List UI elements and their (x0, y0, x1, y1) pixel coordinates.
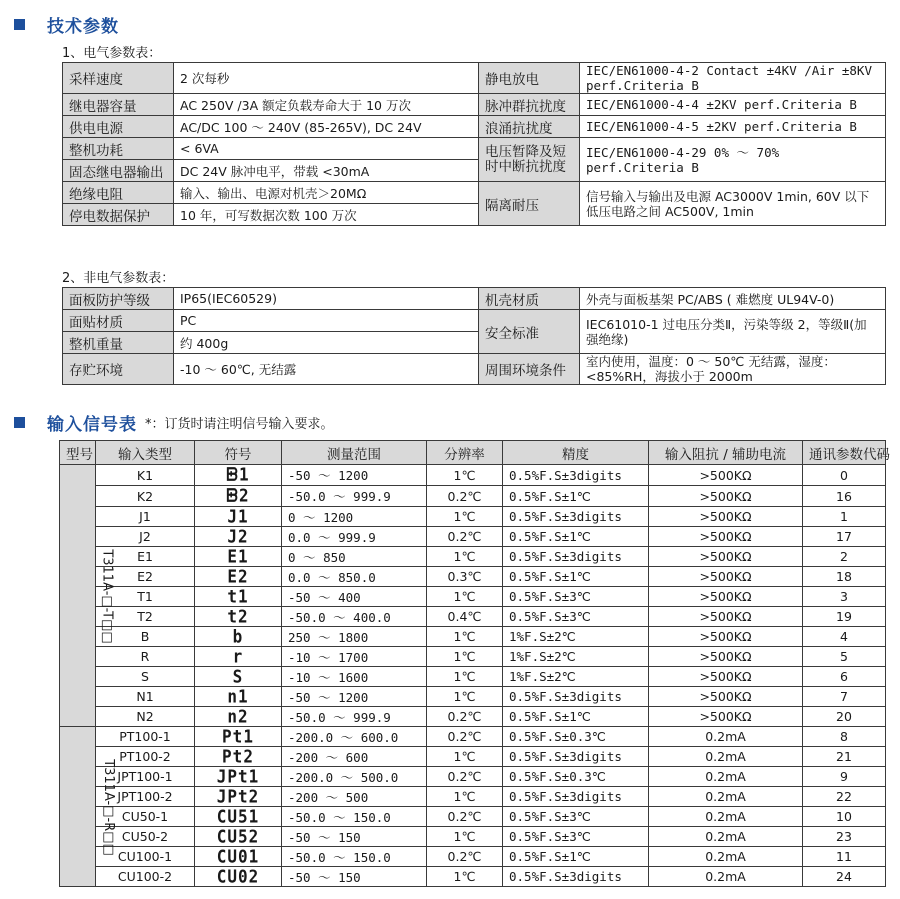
accuracy-cell: 1%F.S±2℃ (503, 627, 649, 647)
impedance-cell: >500KΩ (649, 687, 803, 707)
input-type-cell: K1 (96, 465, 195, 486)
range-cell: -50.0 ～ 150.0 (282, 807, 427, 827)
param-label: 机壳材质 (479, 288, 580, 310)
param-label: 脉冲群抗扰度 (479, 94, 580, 116)
param-value: IEC/EN61000-4-29 0% ～ 70% perf.Criteria B (580, 138, 886, 182)
impedance-cell: >500KΩ (649, 627, 803, 647)
impedance-cell: >500KΩ (649, 567, 803, 587)
display-symbol: CU51 (216, 806, 260, 827)
impedance-cell: >500KΩ (649, 707, 803, 727)
param-value: IEC/EN61000-4-4 ±2KV perf.Criteria B (580, 94, 886, 116)
range-cell: -200 ～ 500 (282, 787, 427, 807)
accuracy-cell: 0.5%F.S±3digits (503, 507, 649, 527)
impedance-cell: >500KΩ (649, 607, 803, 627)
param-value: IP65(IEC60529) (174, 288, 479, 310)
impedance-cell: 0.2mA (649, 827, 803, 847)
param-value: AC 250V /3A 额定负载寿命大于 10 万次 (174, 94, 479, 116)
range-cell: 0.0 ～ 850.0 (282, 567, 427, 587)
section-title: 输入信号表 (47, 414, 137, 435)
accuracy-cell: 0.5%F.S±1℃ (503, 486, 649, 507)
resolution-cell: 1℃ (427, 687, 503, 707)
nonelectrical-subtitle: 2、非电气参数表： (62, 271, 175, 286)
model-cell (60, 465, 115, 727)
param-value: 外壳与面板基架 PC/ABS ( 难燃度 UL94V-0) (580, 288, 886, 310)
code-cell: 7 (803, 687, 886, 707)
accuracy-cell: 1%F.S±2℃ (503, 647, 649, 667)
resolution-cell: 0.3℃ (427, 567, 503, 587)
column-header: 通讯参数代码 (803, 441, 886, 465)
range-cell: 0 ～ 1200 (282, 507, 427, 527)
table-row (60, 827, 886, 847)
resolution-cell: 0.2℃ (427, 486, 503, 507)
column-header: 型号 (60, 441, 96, 465)
impedance-cell: 0.2mA (649, 747, 803, 767)
symbol-cell (195, 607, 282, 627)
resolution-cell: 0.4℃ (427, 607, 503, 627)
order-note: *：订货时请注明信号输入要求。 (145, 416, 334, 432)
range-cell: -50.0 ～ 400.0 (282, 607, 427, 627)
table-row (60, 527, 886, 547)
resolution-cell: 0.2℃ (427, 727, 503, 747)
table-row (60, 787, 886, 807)
param-label: 面贴材质 (63, 310, 174, 332)
accuracy-cell: 0.5%F.S±1℃ (503, 527, 649, 547)
param-label: 供电电源 (63, 116, 174, 138)
input-type-cell: JPT100-1 (96, 767, 195, 787)
param-value: IEC/EN61000-4-2 Contact ±4KV /Air ±8KV perf.Criteria B (580, 63, 886, 94)
param-value: 2 次每秒 (174, 63, 479, 94)
param-value: IEC61010-1 过电压分类Ⅱ，污染等级 2，等级Ⅱ(加强绝缘) (580, 310, 886, 354)
display-symbol: n1 (227, 686, 249, 707)
param-value: 信号输入与输出及电源 AC3000V 1min, 60V 以下低压电路之间 AC500V, 1min (580, 182, 886, 226)
input-type-cell: N2 (96, 707, 195, 727)
section-title: 技术参数 (47, 16, 119, 37)
symbol-cell (195, 827, 282, 847)
input-type-cell: CU50-2 (96, 827, 195, 847)
param-label: 绝缘电阻 (63, 182, 174, 204)
accuracy-cell: 0.5%F.S±1℃ (503, 707, 649, 727)
input-signal-table (59, 440, 890, 887)
impedance-cell: >500KΩ (649, 647, 803, 667)
resolution-cell: 1℃ (427, 465, 503, 486)
input-type-cell: S (96, 667, 195, 687)
resolution-cell: 1℃ (427, 547, 503, 567)
resolution-cell: 1℃ (427, 627, 503, 647)
code-cell: 9 (803, 767, 886, 787)
symbol-cell (195, 687, 282, 707)
range-cell: -200.0 ～ 500.0 (282, 767, 427, 787)
range-cell: -50.0 ～ 999.9 (282, 707, 427, 727)
accuracy-cell: 0.5%F.S±0.3℃ (503, 727, 649, 747)
display-symbol: Pt1 (222, 726, 254, 747)
display-symbol: t2 (227, 606, 249, 627)
symbol-cell (195, 867, 282, 887)
impedance-cell: 0.2mA (649, 867, 803, 887)
range-cell: -10 ～ 1600 (282, 667, 427, 687)
param-value: 输入、输出、电源对机壳＞20MΩ (174, 182, 479, 204)
param-value: -10 ～ 60℃, 无结露 (174, 354, 479, 385)
display-symbol: E2 (227, 566, 249, 587)
code-cell: 6 (803, 667, 886, 687)
accuracy-cell: 0.5%F.S±1℃ (503, 847, 649, 867)
table-row (60, 465, 886, 486)
display-symbol: n2 (227, 706, 249, 727)
symbol-cell (195, 807, 282, 827)
impedance-cell: >500KΩ (649, 587, 803, 607)
impedance-cell: 0.2mA (649, 847, 803, 867)
table-row (60, 587, 886, 607)
table-row (60, 507, 886, 527)
param-label: 继电器容量 (63, 94, 174, 116)
table-row (60, 747, 886, 767)
code-cell: 21 (803, 747, 886, 767)
table-row (60, 647, 886, 667)
input-type-cell: N1 (96, 687, 195, 707)
impedance-cell: 0.2mA (649, 807, 803, 827)
column-header: 输入阻抗 / 辅助电流 (649, 441, 803, 465)
symbol-cell (195, 787, 282, 807)
nonelectrical-params-table (62, 287, 886, 385)
param-value: DC 24V 脉冲电平，带载 <30mA (174, 160, 479, 182)
accuracy-cell: 0.5%F.S±3digits (503, 747, 649, 767)
display-symbol: J2 (227, 526, 249, 547)
code-cell: 2 (803, 547, 886, 567)
model-label: T311A-□-R□□ (100, 758, 116, 856)
param-label: 面板防护等级 (63, 288, 174, 310)
resolution-cell: 0.2℃ (427, 767, 503, 787)
symbol-cell (195, 847, 282, 867)
param-value: 室内使用，温度：0 ～ 50℃ 无结露，湿度：<85%RH，海拔小于 2000m (580, 354, 886, 385)
display-symbol: CU01 (216, 846, 260, 867)
impedance-cell: >500KΩ (649, 667, 803, 687)
section-square-icon (14, 417, 25, 428)
input-type-cell: J2 (96, 527, 195, 547)
table-row (60, 547, 886, 567)
param-label: 停电数据保护 (63, 204, 174, 226)
code-cell: 23 (803, 827, 886, 847)
range-cell: -50 ～ 1200 (282, 465, 427, 486)
code-cell: 1 (803, 507, 886, 527)
input-type-cell: T2 (96, 607, 195, 627)
display-symbol: JPt1 (216, 766, 260, 787)
code-cell: 19 (803, 607, 886, 627)
column-header: 分辨率 (427, 441, 503, 465)
range-cell: -50 ～ 150 (282, 867, 427, 887)
impedance-cell: 0.2mA (649, 767, 803, 787)
impedance-cell: >500KΩ (649, 486, 803, 507)
display-symbol: t1 (227, 586, 249, 607)
code-cell: 16 (803, 486, 886, 507)
input-type-cell: R (96, 647, 195, 667)
column-header: 输入类型 (96, 441, 195, 465)
resolution-cell: 1℃ (427, 867, 503, 887)
resolution-cell: 0.2℃ (427, 707, 503, 727)
impedance-cell: >500KΩ (649, 547, 803, 567)
code-cell: 22 (803, 787, 886, 807)
accuracy-cell: 0.5%F.S±3℃ (503, 587, 649, 607)
table-row (60, 867, 886, 887)
display-symbol: E1 (227, 546, 249, 567)
code-cell: 11 (803, 847, 886, 867)
code-cell: 24 (803, 867, 886, 887)
display-symbol: ᗸ2 (226, 485, 250, 506)
table-row (60, 607, 886, 627)
range-cell: 250 ～ 1800 (282, 627, 427, 647)
input-type-cell: CU100-1 (96, 847, 195, 867)
column-header: 精度 (503, 441, 649, 465)
param-value: PC (174, 310, 479, 332)
param-value: IEC/EN61000-4-5 ±2KV perf.Criteria B (580, 116, 886, 138)
accuracy-cell: 0.5%F.S±3digits (503, 787, 649, 807)
param-label: 电压暂降及短时中断抗扰度 (479, 138, 580, 182)
range-cell: -200.0 ～ 600.0 (282, 727, 427, 747)
section-header-tech-params (14, 12, 119, 36)
symbol-cell (195, 727, 282, 747)
resolution-cell: 0.2℃ (427, 807, 503, 827)
input-type-cell: CU50-1 (96, 807, 195, 827)
symbol-cell (195, 507, 282, 527)
table-row (60, 667, 886, 687)
impedance-cell: >500KΩ (649, 507, 803, 527)
display-symbol: ᗸ1 (226, 464, 250, 485)
resolution-cell: 1℃ (427, 587, 503, 607)
display-symbol: J1 (227, 506, 249, 527)
code-cell: 20 (803, 707, 886, 727)
param-label: 安全标准 (479, 310, 580, 354)
accuracy-cell: 0.5%F.S±1℃ (503, 567, 649, 587)
code-cell: 5 (803, 647, 886, 667)
range-cell: -50.0 ～ 150.0 (282, 847, 427, 867)
param-label: 浪涌抗扰度 (479, 116, 580, 138)
param-value: < 6VA (174, 138, 479, 160)
param-label: 隔离耐压 (479, 182, 580, 226)
symbol-cell (195, 647, 282, 667)
accuracy-cell: 0.5%F.S±3℃ (503, 827, 649, 847)
symbol-cell (195, 667, 282, 687)
resolution-cell: 1℃ (427, 647, 503, 667)
accuracy-cell: 1%F.S±2℃ (503, 667, 649, 687)
input-type-cell: K2 (96, 486, 195, 507)
symbol-cell (195, 567, 282, 587)
impedance-cell: 0.2mA (649, 787, 803, 807)
accuracy-cell: 0.5%F.S±3℃ (503, 607, 649, 627)
display-symbol: CU02 (216, 866, 260, 887)
accuracy-cell: 0.5%F.S±3digits (503, 867, 649, 887)
resolution-cell: 0.2℃ (427, 847, 503, 867)
range-cell: -50.0 ～ 999.9 (282, 486, 427, 507)
input-type-cell: E2 (96, 567, 195, 587)
code-cell: 17 (803, 527, 886, 547)
code-cell: 3 (803, 587, 886, 607)
table-row (60, 707, 886, 727)
impedance-cell: >500KΩ (649, 527, 803, 547)
symbol-cell (195, 465, 282, 486)
input-type-cell: CU100-2 (96, 867, 195, 887)
resolution-cell: 1℃ (427, 787, 503, 807)
input-type-cell: JPT100-2 (96, 787, 195, 807)
display-symbol: b (232, 626, 244, 647)
param-label: 周围环境条件 (479, 354, 580, 385)
model-cell (60, 727, 116, 887)
input-type-cell: B (96, 627, 195, 647)
accuracy-cell: 0.5%F.S±3digits (503, 547, 649, 567)
display-symbol: Pt2 (222, 746, 254, 767)
code-cell: 10 (803, 807, 886, 827)
table-row (60, 767, 886, 787)
electrical-params-table (62, 62, 886, 226)
param-label: 整机重量 (63, 332, 174, 354)
display-symbol: JPt2 (216, 786, 260, 807)
code-cell: 8 (803, 727, 886, 747)
param-label: 整机功耗 (63, 138, 174, 160)
electrical-subtitle: 1、电气参数表： (62, 46, 162, 61)
table-row (60, 567, 886, 587)
param-label: 存贮环境 (63, 354, 174, 385)
display-symbol: CU52 (216, 826, 260, 847)
param-label: 采样速度 (63, 63, 174, 94)
param-value: AC/DC 100 ～ 240V (85-265V), DC 24V (174, 116, 479, 138)
range-cell: 0.0 ～ 999.9 (282, 527, 427, 547)
symbol-cell (195, 547, 282, 567)
code-cell: 18 (803, 567, 886, 587)
table-row (60, 486, 886, 507)
resolution-cell: 1℃ (427, 747, 503, 767)
accuracy-cell: 0.5%F.S±3℃ (503, 807, 649, 827)
impedance-cell: 0.2mA (649, 727, 803, 747)
accuracy-cell: 0.5%F.S±3digits (503, 687, 649, 707)
resolution-cell: 0.2℃ (427, 527, 503, 547)
column-header: 符号 (195, 441, 282, 465)
resolution-cell: 1℃ (427, 667, 503, 687)
input-type-cell: T1 (96, 587, 195, 607)
input-type-cell: PT100-1 (96, 727, 195, 747)
input-type-cell: E1 (96, 547, 195, 567)
table-row (60, 687, 886, 707)
accuracy-cell: 0.5%F.S±3digits (503, 465, 649, 486)
display-symbol: S (232, 666, 244, 687)
range-cell: -50 ～ 400 (282, 587, 427, 607)
range-cell: -10 ～ 1700 (282, 647, 427, 667)
param-label: 静电放电 (479, 63, 580, 94)
accuracy-cell: 0.5%F.S±0.3℃ (503, 767, 649, 787)
symbol-cell (195, 747, 282, 767)
section-header-input-signal (14, 410, 334, 434)
symbol-cell (195, 527, 282, 547)
range-cell: -50 ～ 150 (282, 827, 427, 847)
param-value: 约 400g (174, 332, 479, 354)
symbol-cell (195, 587, 282, 607)
symbol-cell (195, 486, 282, 507)
param-label: 固态继电器输出 (63, 160, 174, 182)
display-symbol: r (232, 646, 244, 667)
range-cell: -200 ～ 600 (282, 747, 427, 767)
section-square-icon (14, 19, 25, 30)
table-row (60, 727, 886, 747)
table-row (60, 807, 886, 827)
model-label: T311A-□-T□□ (99, 548, 115, 644)
symbol-cell (195, 707, 282, 727)
resolution-cell: 1℃ (427, 827, 503, 847)
table-header-row (60, 441, 886, 465)
table-row (60, 627, 886, 647)
code-cell: 0 (803, 465, 886, 486)
input-type-cell: PT100-2 (96, 747, 195, 767)
param-value: 10 年，可写数据次数 100 万次 (174, 204, 479, 226)
impedance-cell: >500KΩ (649, 465, 803, 486)
code-cell: 4 (803, 627, 886, 647)
input-type-cell: J1 (96, 507, 195, 527)
range-cell: 0 ～ 850 (282, 547, 427, 567)
table-row (60, 847, 886, 867)
symbol-cell (195, 627, 282, 647)
range-cell: -50 ～ 1200 (282, 687, 427, 707)
resolution-cell: 1℃ (427, 507, 503, 527)
column-header: 测量范围 (282, 441, 427, 465)
symbol-cell (195, 767, 282, 787)
